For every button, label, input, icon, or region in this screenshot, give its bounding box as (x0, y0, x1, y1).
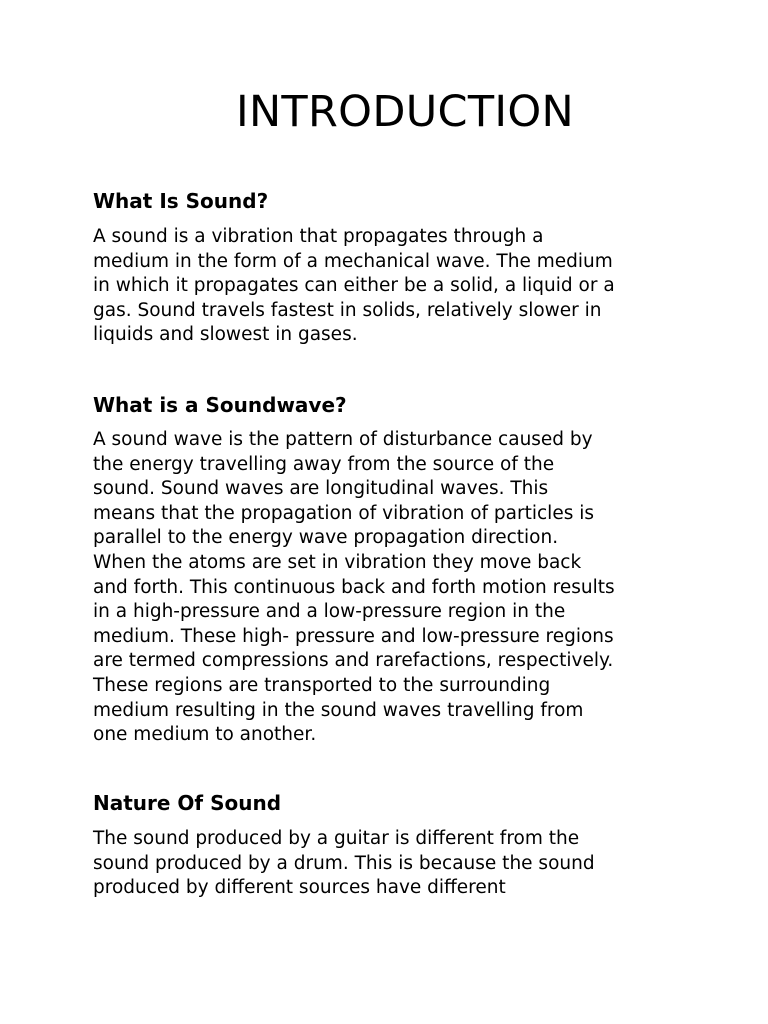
paragraph-line: produced by different sources have different (93, 877, 506, 899)
paragraph-line: gas. Sound travels fastest in solids, relatively slower in (93, 299, 602, 321)
page-title: INTRODUCTION (235, 87, 574, 137)
paragraph-line: When the atoms are set in vibration they move back (93, 551, 582, 573)
paragraph-line: A sound wave is the pattern of disturbance caused by (93, 429, 593, 450)
section-heading-what-is-sound: What Is Sound? (93, 189, 269, 213)
paragraph-line: are termed compressions and rarefactions, respectively. (93, 650, 614, 672)
paragraph-line: medium resulting in the sound waves travelling from (93, 699, 584, 721)
paragraph-line: in a high-pressure and a low-pressure region in the (93, 601, 566, 623)
paragraph-line: The sound produced by a guitar is different from the (93, 828, 580, 849)
paragraph-line: the energy travelling away from the source of the (93, 453, 555, 475)
paragraph-line: medium in the form of a mechanical wave. The medium (93, 250, 613, 272)
paragraph-line: in which it propagates can either be a solid, a liquid or a (93, 275, 615, 297)
paragraph-line: and forth. This continuous back and forth motion results (93, 576, 615, 598)
paragraph-line: These regions are transported to the surrounding (93, 674, 551, 696)
paragraph-what-is-a-soundwave (93, 428, 693, 748)
paragraph-line: medium. These high- pressure and low-pressure regions (93, 625, 614, 647)
section-heading-what-is-a-soundwave: What is a Soundwave? (93, 393, 347, 417)
paragraph-nature-of-sound (93, 827, 693, 901)
paragraph-what-is-sound (93, 225, 693, 348)
paragraph-line: means that the propagation of vibration of particles is (93, 502, 594, 524)
section-heading-nature-of-sound: Nature Of Sound (93, 791, 282, 815)
paragraph-line: one medium to another. (93, 724, 317, 746)
paragraph-line: parallel to the energy wave propagation direction. (93, 527, 559, 549)
paragraph-line: sound. Sound waves are longitudinal waves. This (93, 478, 549, 500)
paragraph-line: sound produced by a drum. This is because the sound (93, 852, 595, 874)
paragraph-line: liquids and slowest in gases. (93, 324, 358, 346)
paragraph-line: A sound is a vibration that propagates through a (93, 226, 544, 247)
